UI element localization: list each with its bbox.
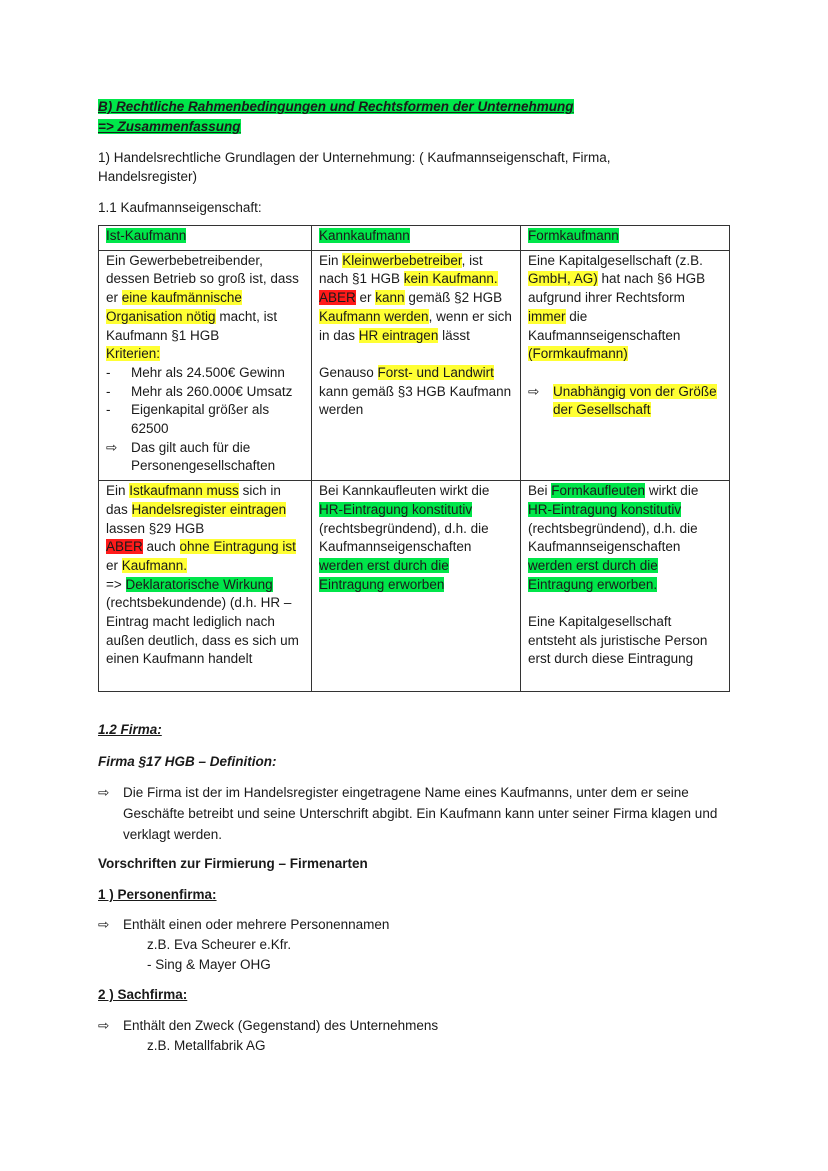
- header-ist-kaufmann: Ist-Kaufmann: [99, 226, 312, 251]
- intro-paragraph: 1) Handelsrechtliche Grundlagen der Unternehmung: ( Kaufmannseigenschaft, Firma, Handelsregister): [98, 150, 611, 184]
- kannkaufmann-definition-cell: Ein Kleinwerbebetreiber, ist nach §1 HGB kein Kaufmann. ABER er kann gemäß §2 HGB Kaufmann werden, wenn er sich in das HR eintragen lässt Genauso Forst- und Landwirt kann gemäß §3 HGB Kaufmann werden: [312, 250, 521, 480]
- section-kaufmannseigenschaft-title: 1.1 Kaufmannseigenschaft:: [98, 200, 262, 215]
- personenfirma-item: ⇨ Enthält einen oder mehrere Personennamen: [98, 915, 738, 935]
- arrow-icon: ⇨: [98, 785, 110, 801]
- list-item: ⇨ Unabhängig von der Größe der Gesellschaft: [528, 383, 723, 420]
- kaufmann-table: [98, 225, 730, 692]
- personenfirma-heading: 1 ) Personenfirma:: [98, 887, 217, 903]
- personenfirma-example-1: z.B. Eva Scheurer e.Kfr.: [147, 937, 292, 953]
- personenfirma-example-2: - Sing & Mayer OHG: [147, 957, 271, 973]
- firma-definition: [98, 782, 728, 845]
- table-row: [99, 250, 730, 480]
- table-row: [99, 481, 730, 692]
- ist-kaufmann-registration-cell: Ein Istkaufmann muss sich in das Handelsregister eintragen lassen §29 HGB ABER auch ohne Eintragung ist er Kaufmann. => Deklaratorische Wirkung (rechtsbekundende) (d.h. HR – Eintrag macht lediglich nach außen deutlich, dass es sich um einen Kaufmann handelt: [99, 481, 312, 692]
- heading: [98, 97, 738, 137]
- list-item: ⇨ Das gilt auch für die Personengesellschaften: [106, 439, 305, 476]
- kannkaufmann-registration-cell: Bei Kannkaufleuten wirkt die HR-Eintragung konstitutiv (rechtsbegründend), d.h. die Kaufmannseigenschaften werden erst durch die Eintragung erworben: [312, 481, 521, 692]
- firmierung-heading: Vorschriften zur Firmierung – Firmenarten: [98, 856, 368, 872]
- arrow-icon: ⇨: [106, 439, 118, 455]
- header-kannkaufmann: Kannkaufmann: [312, 226, 521, 251]
- criteria-label: Kriterien:: [106, 346, 161, 362]
- formkaufmann-registration-cell: Bei Formkaufleuten wirkt die HR-Eintragung konstitutiv (rechtsbegründend), d.h. die Kaufmannseigenschaften werden erst durch die Eintragung erworben. Eine Kapitalgesellschaft entsteht als juristische Person erst durch diese Eintragung: [521, 481, 730, 692]
- firma-definition-text: Die Firma ist der im Handelsregister eingetragene Name eines Kaufmanns, unter dem er seine Geschäfte betreibt und seine Unterschrift abgibt. Ein Kaufmann kann unter seiner Firma klagen und verklagt werden.: [123, 785, 718, 843]
- arrow-icon: ⇨: [98, 1018, 110, 1034]
- ist-kaufmann-definition-cell: Ein Gewerbebetreibender, dessen Betrieb so groß ist, dass er eine kaufmännische Organisation nötig macht, ist Kaufmann §1 HGB Kriterien: - Mehr als 24.500€ Gewinn - Mehr als 260.000€ Umsatz - Eigenkapital größer als 62500 ⇨ Das gilt auch für die Personengesellschaften: [99, 250, 312, 480]
- arrow-icon: ⇨: [528, 383, 540, 399]
- firma-heading: 1.2 Firma:: [98, 722, 162, 738]
- document-page: [98, 97, 738, 1056]
- sachfirma-example-1: z.B. Metallfabrik AG: [147, 1038, 266, 1054]
- arrow-icon: ⇨: [98, 917, 110, 933]
- heading-line-2: => Zusammenfassung: [98, 119, 241, 134]
- list-item: - Mehr als 24.500€ Gewinn: [106, 364, 285, 380]
- firma-definition-heading: Firma §17 HGB – Definition:: [98, 754, 277, 770]
- sachfirma-item: ⇨ Enthält den Zweck (Gegenstand) des Unternehmens: [98, 1016, 738, 1036]
- table-header-row: [99, 226, 730, 251]
- formkaufmann-definition-cell: Eine Kapitalgesellschaft (z.B. GmbH, AG) hat nach §6 HGB aufgrund ihrer Rechtsform immer die Kaufmannseigenschaften (Formkaufmann) ⇨ Unabhängig von der Größe der Gesellschaft: [521, 250, 730, 480]
- header-formkaufmann: Formkaufmann: [521, 226, 730, 251]
- list-item: - Eigenkapital größer als 62500: [106, 402, 270, 437]
- heading-line-1: B) Rechtliche Rahmenbedingungen und Rechtsformen der Unternehmung: [98, 99, 574, 114]
- sachfirma-heading: 2 ) Sachfirma:: [98, 987, 188, 1003]
- list-item: - Mehr als 260.000€ Umsatz: [106, 383, 293, 399]
